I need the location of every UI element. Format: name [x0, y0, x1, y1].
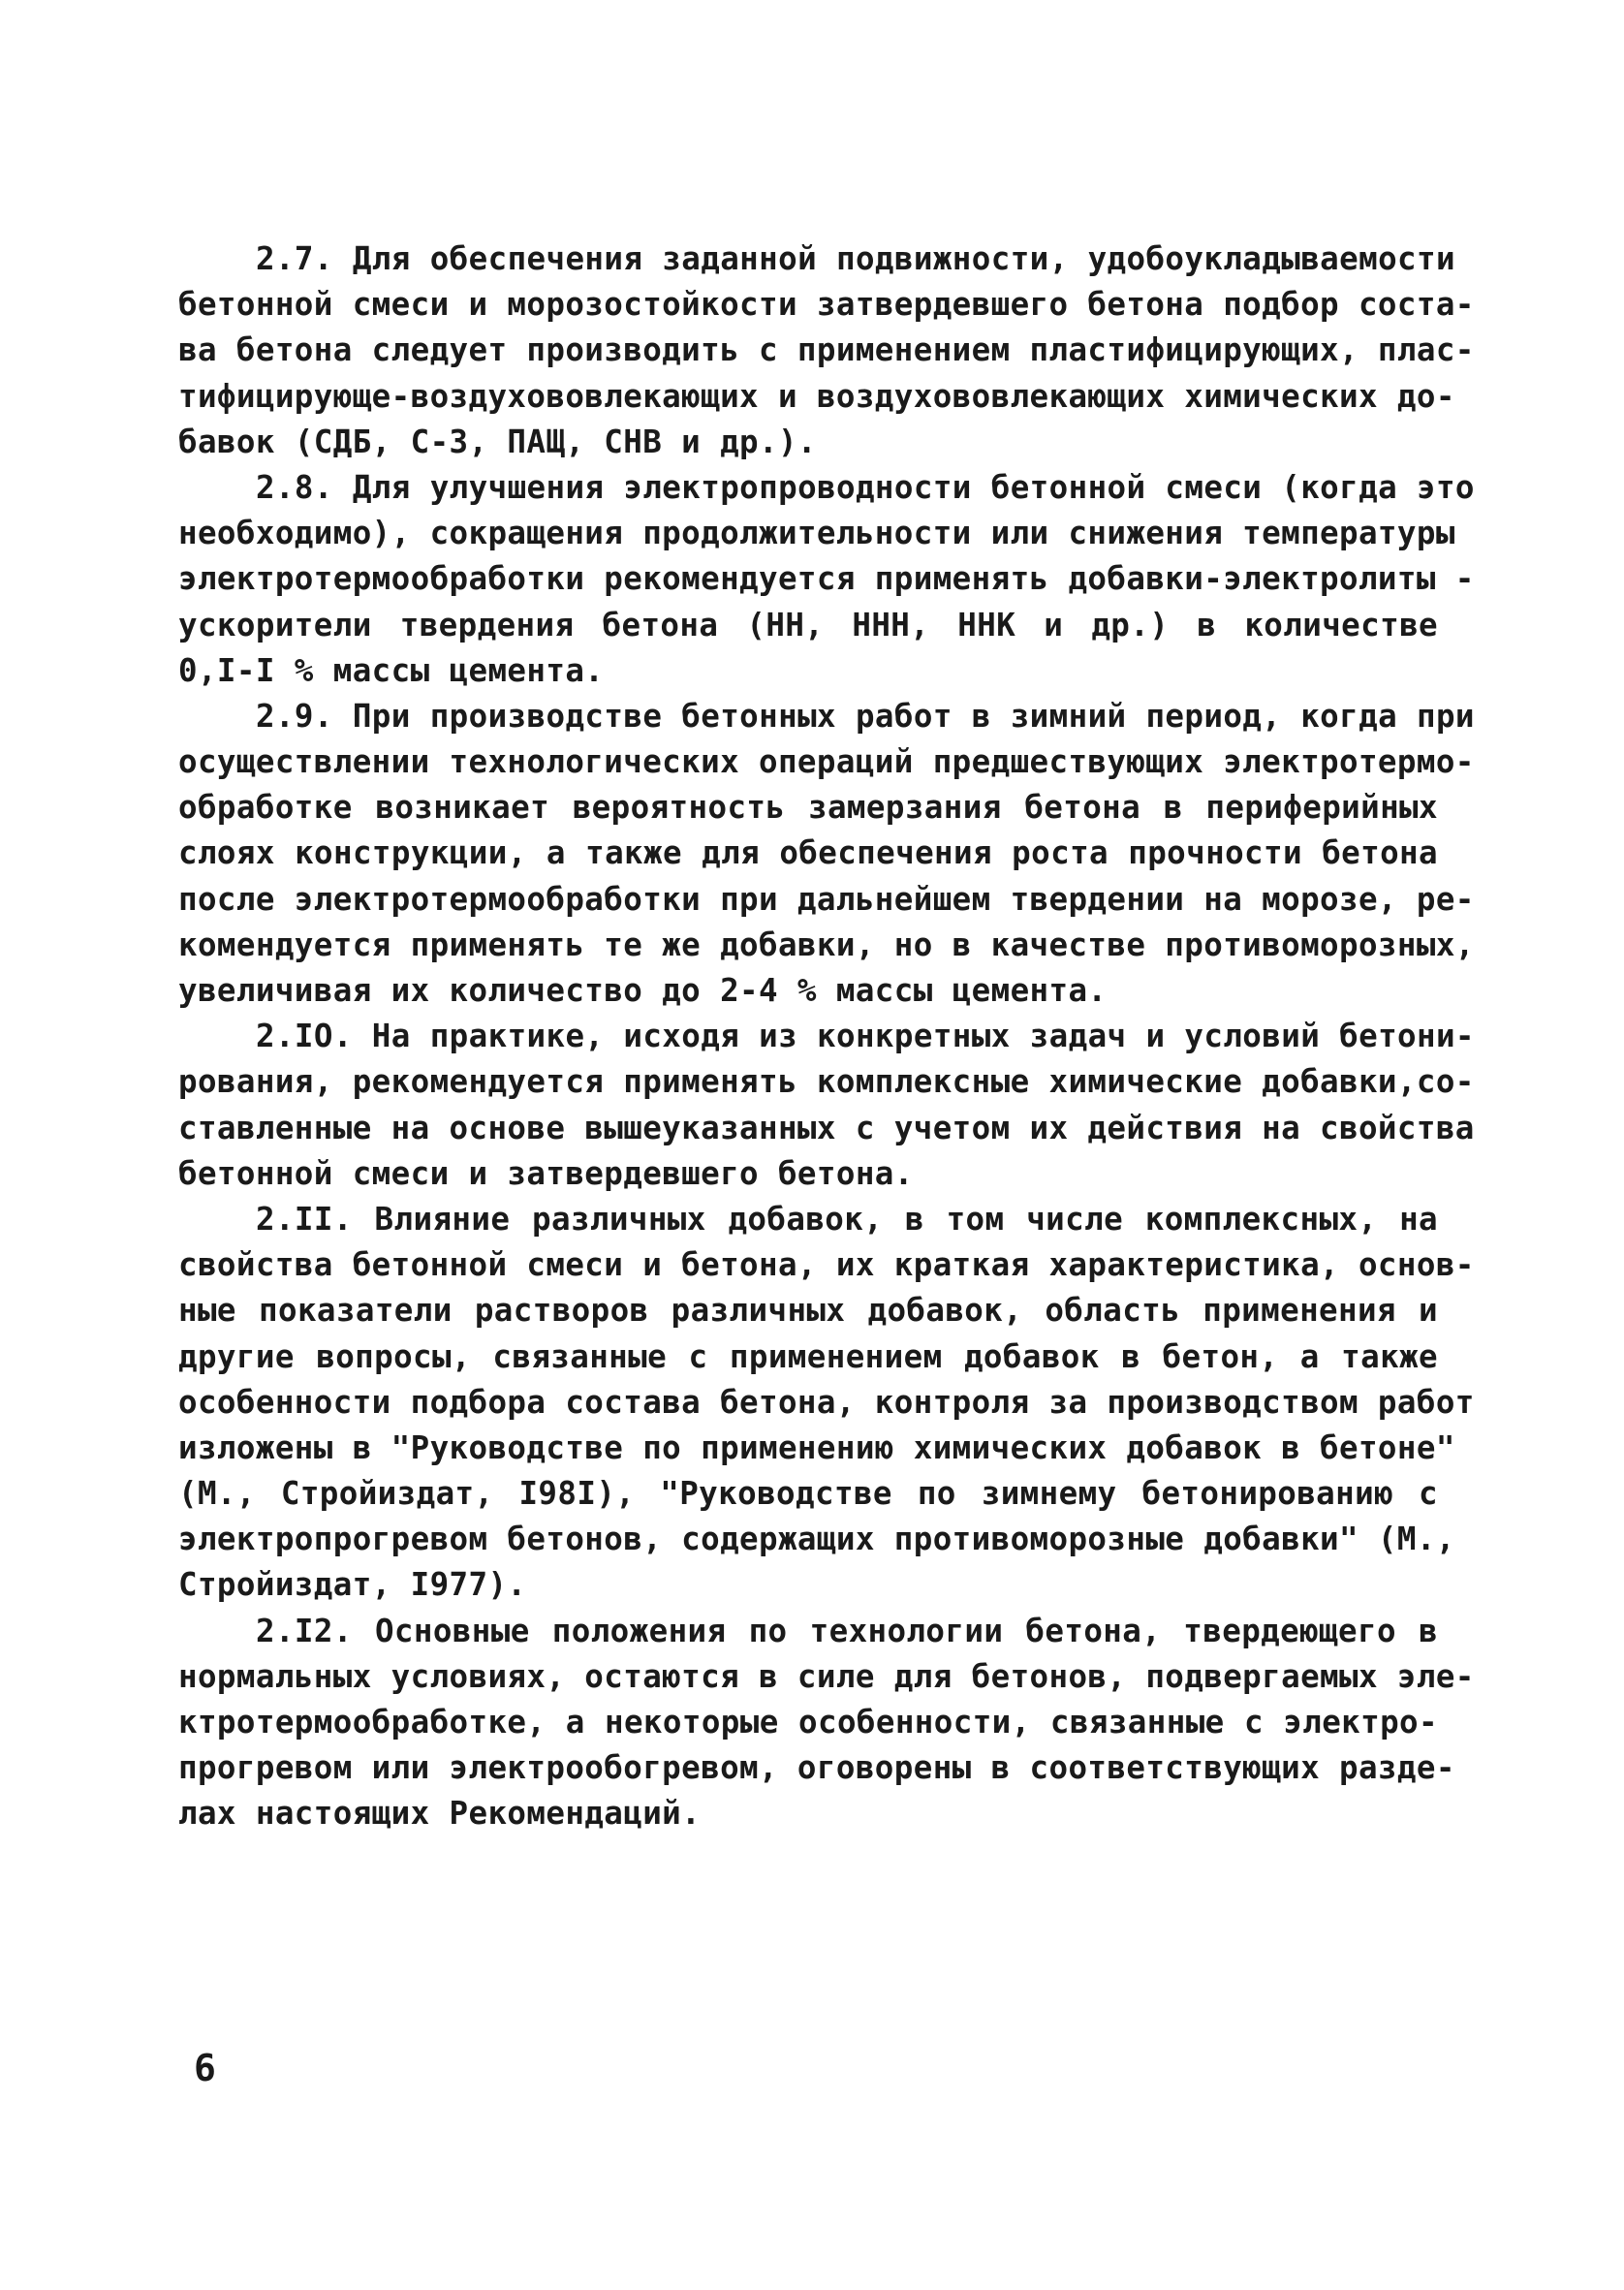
text-line: тифицирующе-воздухововлекающих и воздухововлекающих химических до-: [178, 377, 1455, 415]
text-line: ускорители твердения бетона (НН, ННН, ННК и др.) в количестве: [178, 606, 1438, 643]
text-line: 2.8. Для улучшения электропроводности бетонной смеси (когда это: [256, 468, 1475, 506]
body-text: [178, 236, 1475, 1837]
text-line: ные показатели растворов различных добавок, область применения и: [178, 1292, 1438, 1330]
text-line: осуществлении технологических операций предшествующих электротермо-: [178, 743, 1475, 781]
text-line: обработке возникает вероятность замерзания бетона в периферийных: [178, 789, 1438, 827]
page-number: 6: [194, 2047, 216, 2089]
text-line: ктротермообработке, а некоторые особенности, связанные с электро-: [178, 1704, 1438, 1741]
text-line: бавок (СДБ, С-3, ПАЩ, СНВ и др.).: [178, 423, 817, 460]
text-line: комендуется применять те же добавки, но в качестве противоморозных,: [178, 925, 1475, 963]
text-line: 2.IO. На практике, исходя из конкретных задач и условий бетони-: [256, 1018, 1475, 1055]
text-line: увеличивая их количество до 2-4 % массы цемента.: [178, 972, 1108, 1009]
text-line: слоях конструкции, а также для обеспечения роста прочности бетона: [178, 834, 1438, 872]
text-line: 0,I-I % массы цемента.: [178, 651, 605, 689]
text-line: бетонной смеси и морозостойкости затвердевшего бетона подбор соста-: [178, 286, 1475, 324]
text-line: 2.I2. Основные положения по технологии бетона, твердеющего в: [256, 1612, 1438, 1649]
text-line: бетонной смеси и затвердевшего бетона.: [178, 1154, 914, 1192]
text-line: 2.II. Влияние различных добавок, в том числе комплексных, на: [256, 1200, 1438, 1238]
text-line: после электротермообработки при дальнейшем твердении на морозе, ре-: [178, 880, 1475, 918]
text-line: 2.9. При производстве бетонных работ в зимний период, когда при: [256, 697, 1475, 735]
text-line: ва бетона следует производить с применением пластифицирующих, плас-: [178, 331, 1475, 369]
text-line: свойства бетонной смеси и бетона, их краткая характеристика, основ-: [178, 1246, 1475, 1284]
text-line: (М., Стройиздат, I98I), "Руководстве по зимнему бетонированию с: [178, 1475, 1438, 1513]
text-line: особенности подбора состава бетона, контроля за производством работ: [178, 1383, 1475, 1421]
text-line: рования, рекомендуется применять комплексные химические добавки,со-: [178, 1063, 1475, 1101]
text-line: другие вопросы, связанные с применением добавок в бетон, а также: [178, 1337, 1438, 1375]
text-line: электротермообработки рекомендуется применять добавки-электролиты -: [178, 560, 1475, 598]
text-line: необходимо), сокращения продолжительности или снижения температуры: [178, 515, 1455, 552]
text-line: изложены в "Руководстве по применению химических добавок в бетоне": [178, 1428, 1455, 1466]
text-line: прогревом или электрообогревом, оговорены в соответствующих разде-: [178, 1749, 1455, 1787]
text-line: лах настоящих Рекомендаций.: [178, 1795, 702, 1833]
text-line: Стройиздат, I977).: [178, 1566, 527, 1604]
text-line: нормальных условиях, остаются в силе для бетонов, подвергаемых эле-: [178, 1657, 1475, 1695]
text-line: ставленные на основе вышеуказанных с учетом их действия на свойства: [178, 1109, 1475, 1146]
text-line: 2.7. Для обеспечения заданной подвижности, удобоукладываемости: [256, 240, 1455, 277]
text-line: электропрогревом бетонов, содержащих противоморозные добавки" (М.,: [178, 1521, 1455, 1558]
